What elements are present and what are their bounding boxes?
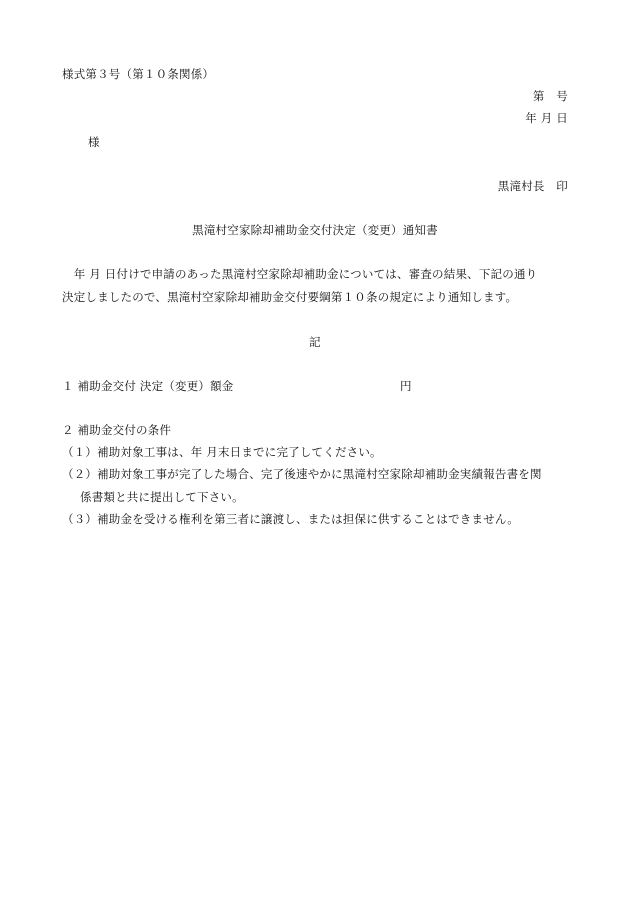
condition-2-line-2: 係書類と共に提出して下さい。	[80, 490, 244, 504]
item1-unit: 円	[400, 379, 412, 393]
body-text-line-1: 年 月 日付けで申請のあった黒滝村空家除却補助金については、審査の結果、下記の通り	[62, 267, 538, 281]
form-label: 様式第３号（第１０条関係）	[62, 67, 215, 81]
document-date: 年 月 日	[525, 111, 568, 125]
document-number: 第 号	[532, 89, 568, 103]
issuer: 黒滝村長 印	[497, 179, 568, 193]
condition-2-line-1: （２）補助対象工事が完了した場合、完了後速やかに黒滝村空家除却補助金実績報告書を関	[62, 467, 542, 481]
condition-3: （３）補助金を受ける権利を第三者に譲渡し、または担保に供することはできません。	[62, 512, 519, 526]
document-title: 黒滝村空家除却補助金交付決定（変更）通知書	[192, 223, 438, 237]
ki-heading: 記	[309, 335, 321, 349]
item2-heading: ２ 補助金交付の条件	[62, 423, 172, 437]
addressee: 様	[88, 135, 100, 149]
item1-label: １ 補助金交付 決定（変更）額金	[62, 379, 234, 393]
body-text-line-2: 決定しましたので、黒滝村空家除却補助金交付要綱第１０条の規定により通知します。	[62, 290, 518, 304]
condition-1: （１）補助対象工事は、年 月末日までに完了してください。	[62, 445, 382, 459]
